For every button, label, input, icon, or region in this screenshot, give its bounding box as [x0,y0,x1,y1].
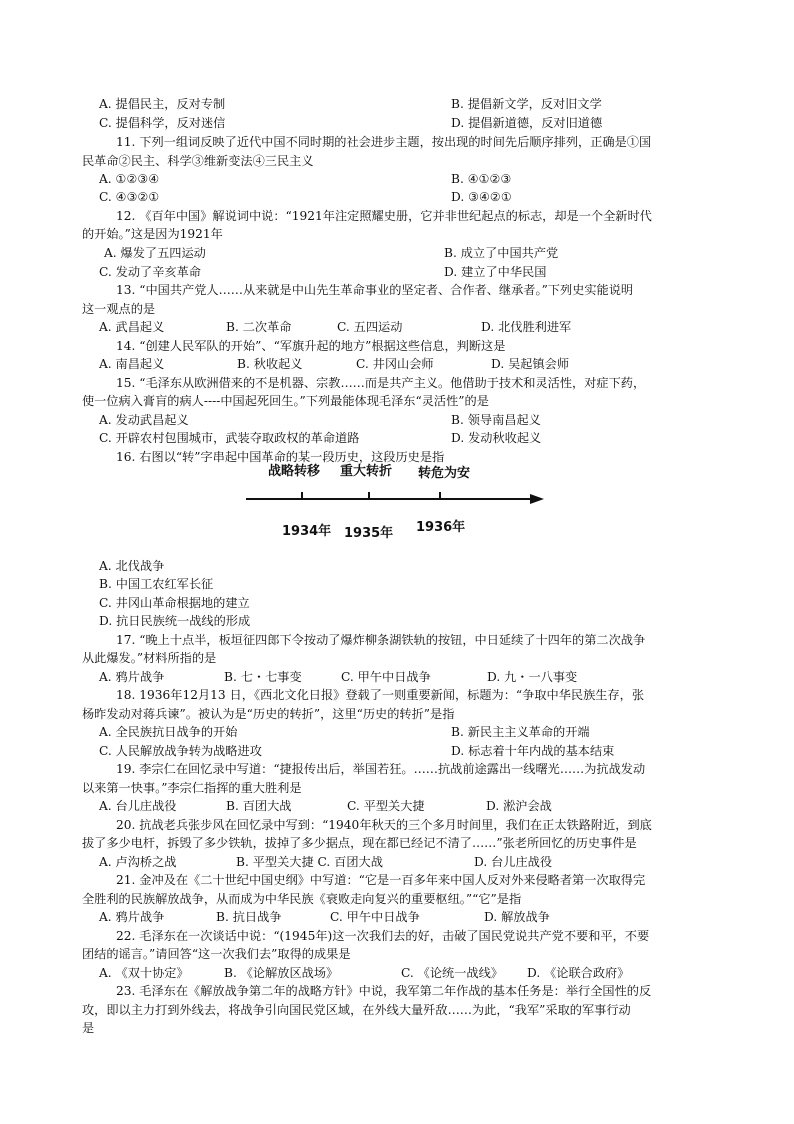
text-line: B. ④①②③ [451,172,512,186]
text-line: A. 爆发了五四运动 [104,246,206,260]
text-line: A. ①②③④ [99,172,160,186]
text-line: A. 提倡民主，反对专制 [99,97,226,111]
text-line: 民革命②民主、科学③维新变法④三民主义 [82,154,314,168]
text-line: 从此爆发。”材料所指的是 [82,651,217,665]
text-line: B. 中国工农红军长征 [99,577,214,591]
text-line: 团结的谣言。”请回答“这一次我们去”取得的成果是 [82,947,351,961]
text-line: A. 《双十协定》 [99,966,189,980]
text-line: 16. 右图以“转”字串起中国革命的某一段历史，这段历史是指 [116,450,445,464]
text-line: 15. “毛泽东从欧洲借来的不是机器、宗教……而是共产主义。他借助于技术和灵活性，对症下药， [116,376,646,390]
text-line: B. 成立了中国共产党 [444,246,559,260]
text-line: 攻，即以主力打到外线去，将战争引向国民党区域，在外线大量歼敌……为此，“我军”采取的军事行动 [82,1003,631,1017]
text-line: B. 《论解放区战场》 [224,966,339,980]
text-line: D. 建立了中华民国 [444,265,547,279]
timeline-label-2: 重大转折 [340,464,393,479]
text-line: D. 吴起镇会师 [491,357,570,371]
text-line: B. 新民主主义革命的开端 [451,725,590,739]
text-line: 的开始。”这是因为1921年 [82,227,223,241]
timeline-year-1: 1934年 [282,524,332,539]
text-line: B. 百团大战 [226,799,292,813]
text-line: 12. 《百年中国》解说词中说：“1921年注定照耀史册，它并非世纪起点的标志，却是一个全新时代 [116,209,652,223]
text-line: A. 北伐战争 [99,559,165,573]
text-line: A. 卢沟桥之战 [99,855,177,869]
text-line: D. 淞沪会战 [486,799,552,813]
timeline-label-3: 转危为安 [418,466,471,481]
text-line: A. 发动武昌起义 [99,413,189,427]
text-line: 全胜利的民族解放战争，从而成为中华民族《衰败走向复兴的重要枢纽。”“它”是指 [82,892,522,906]
text-line: A. 鸦片战争 [99,670,165,684]
text-line: C. 井冈山革命根据地的建立 [99,596,250,610]
text-line: A. 台儿庄战役 [99,799,177,813]
timeline-year-2: 1935年 [344,526,394,541]
text-line: B. 秋收起义 [237,357,303,371]
text-line: D. 《论联合政府》 [527,966,630,980]
text-line: D. 北伐胜利进军 [481,320,572,334]
text-line: C. 井冈山会师 [356,357,434,371]
text-line: A. 武昌起义 [99,320,165,334]
text-line: 19. 李宗仁在回忆录中写道：“捷报传出后，举国若狂。……抗战前途露出一线曙光……为抗战发动 [116,762,646,776]
text-line: 18. 1936年12月13 日，《西北文化日报》登载了一则重要新闻，标题为：“争取中华民族生存，张 [116,688,645,702]
text-line: 以来第一快事。”李宗仁指挥的重大胜利是 [82,781,302,795]
text-line: B. 抗日战争 [216,910,282,924]
text-line: C. ④③②① [99,190,160,204]
text-line: C. 人民解放战争转为战略进攻 [99,744,262,758]
text-line: 22. 毛泽东在一次谈话中说：“(1945年)这一次我们去的好，击破了国民党说共产党不要和平，不要 [116,929,650,943]
text-line: C. 提倡科学，反对迷信 [99,116,226,130]
text-line: A. 全民族抗日战争的开始 [99,725,238,739]
text-line: A. 鸦片战争 [99,910,165,924]
text-line: 21. 金冲及在《二十世纪中国史纲》中写道：“它是一百多年来中国人反对外来侵略者第一次取得完 [116,873,646,887]
text-line: B. 领导南昌起义 [451,413,541,427]
text-line: 13. “中国共产党人……从来就是中山先生革命事业的坚定者、合作者、继承者。”下列史实能说明 [116,283,634,297]
text-line: C. 《论统一战线》 [401,966,503,980]
timeline-year-3: 1936年 [416,520,466,535]
text-line: 拔了多少电杆，拆毁了多少铁轨，拔掉了多少据点，现在都已经记不清了……”张老所回忆的历史事件是 [82,836,637,850]
text-line: D. 台儿庄战役 [474,855,553,869]
text-line: B. 提倡新文学，反对旧文学 [451,97,602,111]
text-line: C. 发动了辛亥革命 [99,265,201,279]
text-line: D. ③④②① [451,190,512,204]
text-line: D. 九・一八事变 [487,670,578,684]
text-line: D. 发动秋收起义 [451,431,542,445]
text-line: 11. 下列一组词反映了近代中国不同时期的社会进步主题，按出现的时间先后顺序排列，正确是①国 [116,135,652,149]
text-line: B. 七・七事变 [224,670,302,684]
timeline-label-1: 战略转移 [268,464,321,479]
text-line: C. 开辟农村包围城市，武装夺取政权的革命道路 [99,431,360,445]
text-line: D. 标志着十年内战的基本结束 [451,744,615,758]
text-line: 14. “创建人民军队的开始”、“军旗升起的地方”根据这些信息，判断这是 [116,339,506,353]
text-line: 是 [82,1021,95,1035]
text-line: D. 抗日民族统一战线的形成 [99,614,251,628]
text-line: C. 平型关大捷 [347,799,425,813]
text-line: 20. 抗战老兵张步风在回忆录中写到：“1940年秋天的三个多月时间里，我们在正太铁路附近，到底 [116,818,652,832]
text-line: 23. 毛泽东在《解放战争第二年的战略方针》中说，我军第二年作战的基本任务是：举行全国性的反 [116,984,652,998]
text-line: 这一观点的是 [82,302,156,316]
timeline-figure [244,456,546,542]
text-line: C. 甲午中日战争 [341,670,431,684]
text-line: C. 甲午中日战争 [330,910,420,924]
text-line: D. 解放战争 [484,910,550,924]
text-line: D. 提倡新道德，反对旧道德 [451,116,603,130]
text-line: C. 五四运动 [337,320,403,334]
text-line: 使一位病入膏肓的病人----中国起死回生。”下列最能体现毛泽东“灵活性”的是 [82,394,489,408]
text-line: B. 二次革命 [226,320,292,334]
text-line: 杨昨发动对蒋兵谏”。被认为是“历史的转折”，这里“历史的转折”是指 [82,707,455,721]
text-line: A. 南昌起义 [99,357,165,371]
text-line: 17. “晚上十点半，板垣征四郎下令按动了爆炸柳条湖铁轨的按钮，中日延续了十四年的第二次战争 [116,633,646,647]
text-line: B. 平型关大捷 C. 百团大战 [236,855,383,869]
